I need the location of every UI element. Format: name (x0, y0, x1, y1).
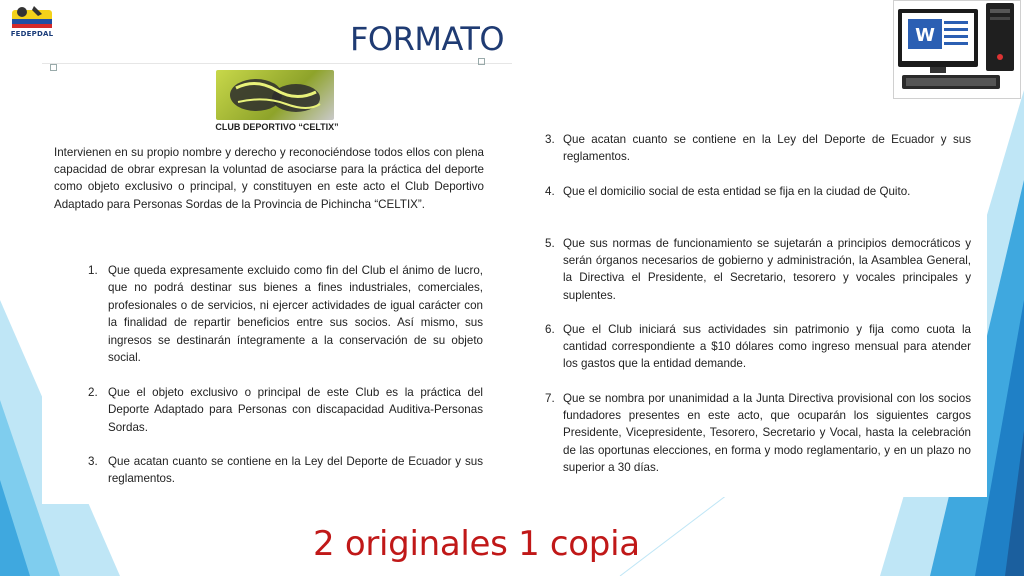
list-item-text: Que el objeto exclusivo o principal de este Club es la práctica del Deporte Adaptado para Personas con discapacidad Auditiva-Personas Sordas. (108, 386, 483, 434)
list-item-number: 3. (545, 133, 555, 146)
list-item (88, 384, 483, 436)
list-item-text: Que el Club iniciará sus actividades sin patrimonio y fija como cuota la cantidad correspondiente a $10 dólares como ingreso mensual para atender los gastos que la entidad demande. (563, 323, 971, 371)
list-item-number: 4. (545, 185, 555, 198)
org-logo-label: FEDEPDAL (10, 30, 54, 38)
document-page-right (531, 111, 987, 497)
club-logo-icon (216, 70, 334, 120)
slide-title: FORMATO (350, 20, 505, 58)
list-item-number: 2. (88, 386, 98, 399)
list-item-text: Que sus normas de funcionamiento se sujetarán a principios democráticos y serán órganos necesarios de gobierno y administración, la Asamblea General, la Directiva el Presidente, el Secretario, tesorero y vocales principales y suplentes. (563, 237, 971, 302)
list-item (545, 390, 971, 476)
list-item-text: Que acatan cuanto se contiene en la Ley del Deporte de Ecuador y sus reglamentos. (563, 133, 971, 164)
word-icon-letter: W (915, 25, 935, 46)
list-item-number: 3. (88, 455, 98, 468)
intro-paragraph: Intervienen en su propio nombre y derecho y reconociéndose todos ellos con plena capacidad de obrar expresan la voluntad de asociarse para la práctica del deporte como objeto exclusivo o principal, y constituyen en este acto el Club Deportivo Adaptado para Personas Sordas de la Provincia de Pichincha “CELTIX”. (54, 146, 484, 211)
list-item (545, 183, 971, 200)
anchor-marker (50, 64, 57, 71)
anchor-marker (478, 58, 485, 65)
list-item (545, 235, 971, 304)
club-name: CLUB DEPORTIVO “CELTIX” (215, 122, 339, 132)
list-item-number: 7. (545, 392, 555, 405)
list-item-number: 6. (545, 323, 555, 336)
list-item-number: 5. (545, 237, 555, 250)
list-item-text: Que queda expresamente excluido como fin del Club el ánimo de lucro, que no podrá destinar sus bienes a fines industriales, comerciales, profesionales o de servicios, ni ejercer actividades de igual carácter con la finalidad de repartir beneficios entre sus socios. Así mismo, sus ingresos se destinarán íntegramente a la conservación de su objeto social. (108, 264, 483, 365)
list-item-text: Que el domicilio social de esta entidad se fija en la ciudad de Quito. (563, 185, 911, 198)
list-item (545, 131, 971, 165)
computer-icon (894, 1, 1020, 98)
list-item-text: Que se nombra por unanimidad a la Junta Directiva provisional con los socios fundadores presentes en este acto, que ocuparán los siguientes cargos Presidente, Vicepresidente, Tesorero, Secretario y Vocal, hasta la celebración de las oportunas elecciones, en forma y modo reglamentario, y en un plazo no superior a 30 días. (563, 392, 971, 474)
computer-word-illustration (893, 0, 1021, 99)
list-item (88, 453, 483, 488)
list-item (545, 321, 971, 373)
document-page-left (42, 64, 502, 504)
org-logo (8, 4, 56, 38)
list-item (88, 262, 483, 366)
footer-note: 2 originales 1 copia (313, 524, 640, 564)
org-logo-icon (8, 4, 56, 30)
list-item-text: Que acatan cuanto se contiene en la Ley del Deporte de Ecuador y sus reglamentos. (108, 455, 483, 486)
club-logo (216, 70, 334, 120)
list-item-number: 1. (88, 264, 98, 277)
